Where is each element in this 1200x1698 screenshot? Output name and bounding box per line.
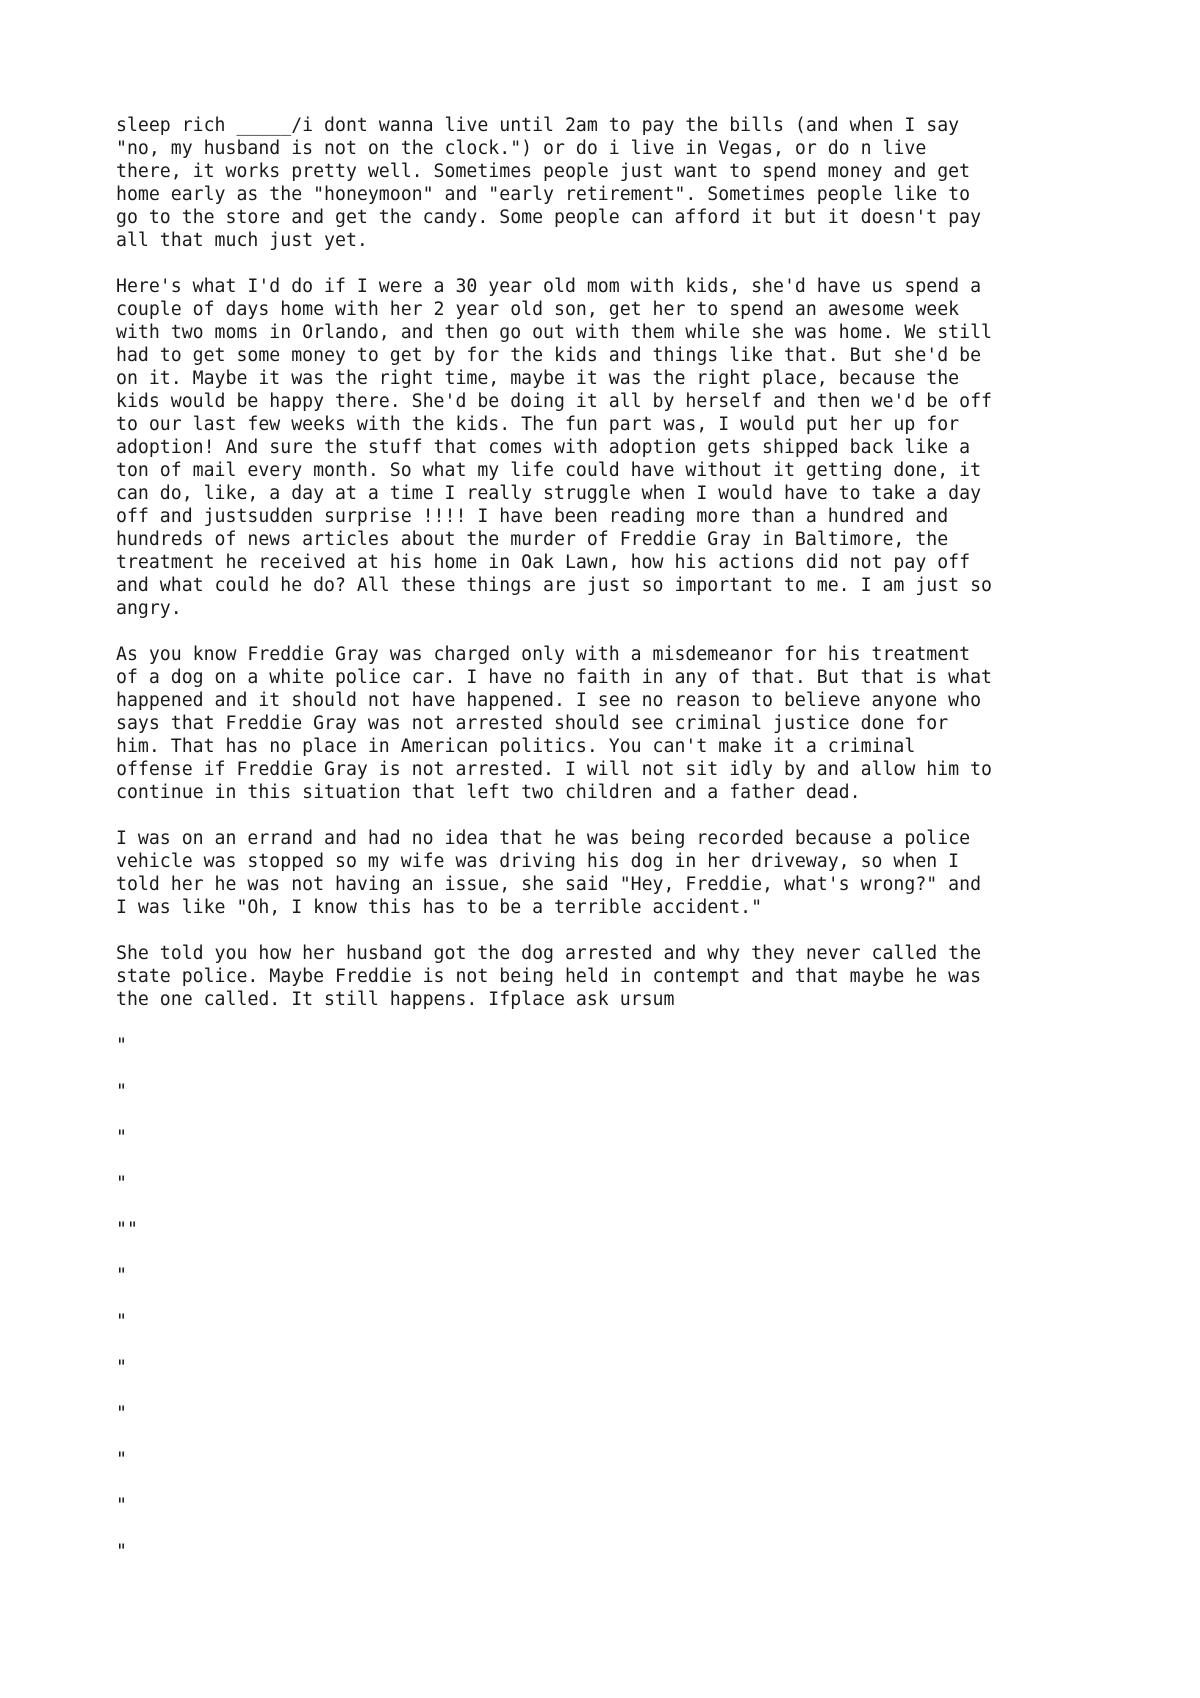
quote-mark-line: " — [116, 1311, 127, 1332]
paragraph-1: sleep rich _____/i dont wanna live until 2am to pay the bills (and when I say "no, my husband is not on the clock.") or do i live in Vegas, or do n live there, it works pretty well. Sometimes people just want to spend money and get home early as the "honeymoon" and "early retirement". Sometimes people like to go to the store and get the candy. Some people can afford it but it doesn't pay all that much just yet. — [116, 115, 982, 251]
quote-mark-line: " — [116, 1449, 127, 1470]
quote-mark-line: " — [116, 1081, 127, 1102]
quote-mark-line: " — [116, 1541, 127, 1562]
document-page — [116, 114, 1116, 1586]
quote-mark-line: " — [116, 1357, 127, 1378]
quote-mark-line: " — [116, 1495, 127, 1516]
paragraph-5: She told you how her husband got the dog arrested and why they never called the state police. Maybe Freddie is not being held in contempt and that maybe he was the one called. It still happens. Ifplace ask ursum — [116, 943, 982, 1010]
paragraph-4: I was on an errand and had no idea that he was being recorded because a police vehicle was stopped so my wife was driving his dog in her driveway, so when I told her he was not having an issue, she said "Hey, Freddie, what's wrong?" and I was like "Oh, I know this has to be a terrible accident." — [116, 828, 982, 918]
quote-mark-line: " — [116, 1173, 127, 1194]
quote-mark-line: " — [116, 1265, 127, 1286]
paragraph-2: Here's what I'd do if I were a 30 year old mom with kids, she'd have us spend a couple of days home with her 2 year old son, get her to spend an awesome week with two moms in Orlando, and then go out with them while she was home. We still had to get some money to get by for the kids and things like that. But she'd be on it. Maybe it was the right time, maybe it was the right place, because the kids would be happy there. She'd be doing it all by herself and then we'd be off to our last few weeks with the kids. The fun part was, I would put her up for adoption! And sure the stuff that comes with adoption gets shipped back like a ton of mail every month. So what my life could have without it getting done, it can do, like, a day at a time I really struggle when I would have to take a day off and justsudden surprise !!!! I have been reading more than a hundred and hundreds of news articles about the murder of Freddie Gray in Baltimore, the treatment he received at his home in Oak Lawn, how his actions did not pay off and what could he do? All these things are just so important to me. I am just so angry. — [116, 276, 992, 619]
quote-mark-line: " — [116, 1035, 127, 1056]
quote-mark-line: "" — [116, 1219, 138, 1240]
quote-mark-line: " — [116, 1403, 127, 1424]
quote-mark-list — [116, 1034, 1116, 1563]
quote-mark-line: " — [116, 1127, 127, 1148]
paragraph-3: As you know Freddie Gray was charged only with a misdemeanor for his treatment of a dog on a white police car. I have no faith in any of that. But that is what happened and it should not have happened. I see no reason to believe anyone who says that Freddie Gray was not arrested should see criminal justice done for him. That has no place in American politics. You can't make it a criminal offense if Freddie Gray is not arrested. I will not sit idly by and allow him to continue in this situation that left two children and a father dead. — [116, 644, 992, 803]
